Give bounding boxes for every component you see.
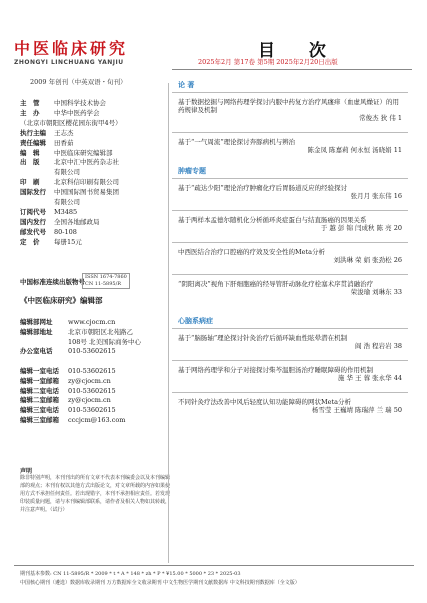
toc-article-authors-page: 于 越 彭 锦 闫成秋 陈 亮 20 [320, 224, 402, 232]
statement-text: 除非特别声明，本刊刊出的所有文章不代表本刊编委会以及本刊编辑部的观点；本刊有权以其他方式出版论文，对文章所载的内容如果使用方式不承担任何责任。若出现错字，本刊不承担相应责任。若发现印装质量问题，请与本刊编辑部联系，请作者及相关人物如其转载，并注意声明。（试行） [20, 475, 171, 513]
contact-label: 编辑三室电话 [20, 406, 59, 415]
masthead-value: 中医临床研究编辑部 [54, 148, 113, 157]
toc-article-authors-page: 张月月 张东伟 16 [350, 192, 402, 200]
contact-label: 编辑二室电话 [20, 386, 59, 395]
masthead-label: 编 辑 [20, 148, 40, 157]
masthead-label: 国内发行 [20, 217, 46, 226]
issn: ISSN 1674-7860 [85, 274, 127, 280]
toc-section-heading: 心脑系病症 [178, 316, 213, 325]
toc-article-title: 基于网络药理学和分子对接探讨柴芩温胆汤治疗睡眠障碍的作用机制 [178, 366, 373, 374]
masthead-row [20, 208, 77, 216]
masthead-value: 王志杰 [54, 128, 74, 137]
masthead-label: 执行主编 [20, 128, 46, 137]
toc-title: 目 次 [258, 41, 340, 61]
contact-value: 010-53602615 [68, 406, 116, 415]
toc-separator [172, 328, 408, 329]
toc-article-title: 基于两样本孟德尔随机化分析循环炎症蛋白与结直肠癌的因果关系 [178, 216, 367, 224]
contact-row [20, 338, 141, 346]
contact-row [20, 357, 68, 365]
toc-separator [172, 132, 408, 133]
toc-article-title: 基于“疏达少阳”理论治疗肿瘤化疗后胃肠道反应的经验探讨 [178, 184, 348, 192]
toc-article-title: “阴阳离决”视角下肝细胞癌的经导管肝动脉化疗栓塞术序贯消融治疗 [178, 280, 374, 288]
toc-article-title: 基于数据挖掘与网络药理学探讨内服中药复方治疗风瘙痒（血虚风燥证）的用药规律及机制 [178, 98, 399, 114]
serial-number-label: 中国标准连续出版物号 [20, 278, 85, 286]
founded-note: 2009 年创刊（中英双语・旬刊） [30, 78, 127, 86]
masthead-row [20, 139, 74, 147]
statement-title: 声明 [20, 468, 33, 475]
toc-article-authors-page: 陈金凤 陈嘉莉 何永恒 汤晓娟 11 [307, 146, 402, 154]
masthead-value: 每册15元 [54, 237, 82, 246]
toc-article-authors-page: 荣浚瑜 刘琳东 33 [350, 288, 402, 296]
toc-article[interactable] [178, 366, 402, 382]
masthead-value: 有限公司 [54, 198, 80, 206]
cn-number: CN 11-5895/R [85, 281, 122, 287]
contact-value: zy@cjocm.cn [68, 376, 111, 385]
contact-label: 办公室电话 [20, 347, 53, 356]
masthead-row [20, 149, 113, 157]
masthead-row [20, 178, 119, 186]
contact-row [20, 396, 111, 404]
header-rule [172, 69, 412, 70]
issn-box [82, 273, 130, 289]
toc-article-authors-page: 杨雪莹 王巍靖 陈瑞萍 兰 瑞 50 [311, 406, 402, 414]
contact-row [20, 377, 111, 385]
journal-logo-pinyin: ZHONGYI LINCHUANG YANJIU [14, 59, 124, 66]
toc-article-authors-page: 刘洪琳 荣 娟 张劲松 26 [333, 256, 402, 264]
masthead-label: 定 价 [20, 237, 40, 246]
masthead-value: M3485 [54, 207, 78, 216]
journal-logo-cn: 中医临床研究 [14, 39, 129, 58]
masthead-value: 北京中汇中医药杂志社 [54, 158, 119, 167]
journal-logo [14, 40, 154, 66]
masthead-row [20, 198, 80, 206]
toc-separator [172, 242, 408, 243]
toc-article[interactable] [178, 248, 402, 264]
toc-article[interactable] [178, 280, 402, 296]
toc-article[interactable] [178, 98, 402, 122]
journal-short-name: 《中医临床研究》编辑部 [20, 296, 103, 305]
toc-separator [172, 210, 408, 211]
toc-article-title: 基于“一气周流”理论探讨奔豚病机与辨治 [178, 138, 296, 146]
contact-label: 编辑三室邮箱 [20, 416, 59, 424]
masthead-row [20, 218, 100, 226]
toc-article-authors-page: 阎 浩 程岩岩 38 [355, 342, 402, 350]
masthead-row [20, 119, 122, 127]
masthead-label: 邮发代号 [20, 227, 46, 236]
toc-article-title: 不同针灸疗法改善中风后轻度认知功能障碍的网状Meta分析 [178, 398, 351, 406]
contact-value: 北京市朝阳区北苑路乙 [68, 327, 133, 336]
masthead-label: 主 管 [20, 99, 40, 107]
contact-row [20, 416, 125, 424]
contact-label: 编辑部地址 [20, 327, 53, 336]
masthead-value: 全国各地邮政局 [54, 217, 100, 226]
toc-separator [172, 392, 408, 393]
contact-label: 编辑部网址 [20, 318, 53, 326]
masthead-row [20, 109, 100, 117]
contact-row [20, 347, 116, 355]
toc-article[interactable] [178, 138, 402, 154]
toc-separator [172, 360, 408, 361]
contact-row [20, 387, 116, 395]
contact-value: 010-53602615 [68, 347, 116, 356]
masthead-value: 中华中医药学会 [54, 108, 100, 117]
masthead-row [20, 228, 77, 236]
column-divider [168, 83, 169, 563]
contact-label: 编辑二室邮箱 [20, 396, 59, 405]
contact-row [20, 406, 116, 414]
masthead-value: 田香茹 [54, 138, 74, 147]
contact-label: 编辑一室邮箱 [20, 376, 59, 385]
toc-article[interactable] [178, 334, 402, 350]
masthead-row [20, 188, 119, 196]
footer-rule [14, 565, 414, 566]
contact-value: 010-53602615 [68, 367, 116, 375]
masthead-value: 中国国际图书贸易集团 [54, 188, 119, 197]
contact-value: 010-53602615 [68, 386, 116, 395]
toc-section-heading: 肿瘤专题 [178, 166, 206, 175]
contact-value: cccjcm@163.com [68, 416, 126, 424]
footer-params: 期刊基本参数: CN 11-5895/R * 2009 * t * A * 148 * zh * P * ¥15.00 * 5000 * 23 * 2025-03 [20, 571, 241, 577]
issue-line: 2025年2月 第17卷 第5期 2025年2月20日出版 [198, 58, 338, 66]
toc-article-authors-page: 常俊杰 狄 伟 1 [359, 114, 402, 122]
toc-article[interactable] [178, 184, 402, 200]
masthead-row [20, 168, 80, 176]
toc-section-heading: 论 著 [178, 80, 195, 89]
masthead-label: 国际发行 [20, 188, 46, 197]
masthead-row [20, 238, 82, 246]
masthead-label: 出 版 [20, 158, 40, 167]
footer-indexing: 中国核心期刊（遴选）数据库收录期刊 万方数据库全文收录期刊 中文生物医学期刊文献数据库 中文科技期刊数据库（全文版） [20, 580, 300, 586]
masthead-value: 北京科信印刷有限公司 [54, 178, 119, 187]
masthead-label: 印 刷 [20, 178, 40, 187]
contact-value: 108号 北美国际商务中心 [68, 337, 141, 346]
toc-separator [172, 274, 408, 275]
masthead-label: 责任编辑 [20, 138, 46, 147]
contact-row [20, 328, 133, 336]
masthead-label: 订阅代号 [20, 207, 46, 216]
toc-separator [172, 178, 408, 179]
contact-value: www.cjocm.cn [68, 318, 116, 326]
contact-value: zy@cjocm.cn [68, 396, 111, 405]
toc-article-title: 中西医结合治疗口腔癌的疗效及安全性的Meta分析 [178, 248, 325, 256]
masthead-row [20, 99, 106, 107]
contact-row [20, 367, 116, 375]
toc-article[interactable] [178, 398, 402, 414]
contact-label: 编辑一室电话 [20, 367, 59, 375]
toc-article-authors-page: 施 华 王 蓉 张永华 44 [337, 374, 402, 382]
toc-article[interactable] [178, 216, 402, 232]
masthead-value: 80-108 [54, 227, 77, 236]
masthead-row [20, 129, 74, 137]
masthead-value: 中国科学技术协会 [54, 99, 106, 107]
contact-row [20, 318, 115, 326]
toc-separator [172, 92, 408, 93]
toc-article-title: 基于“脑肠轴”理论探讨针灸治疗后循环缺血性眩晕潜在机制 [178, 334, 348, 342]
masthead-value: （北京市朝阳区樱花园东街甲4号） [20, 118, 122, 127]
masthead-row [20, 158, 119, 166]
masthead-label: 主 办 [20, 108, 40, 117]
masthead-value: 有限公司 [54, 168, 80, 177]
